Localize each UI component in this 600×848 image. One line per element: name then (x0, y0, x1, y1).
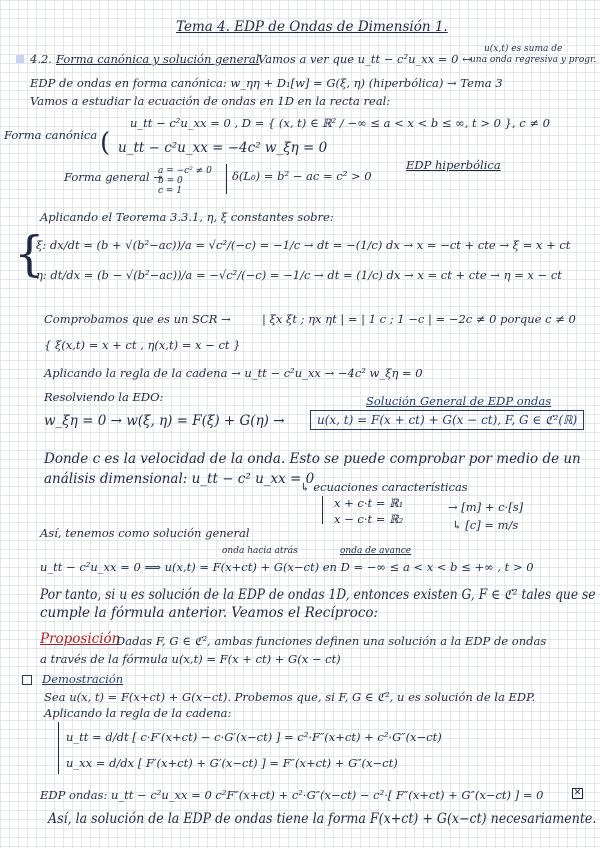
eta-characteristic: η: dt/dx = (b − √(b²−ac))/a = −√c²/(−c) = −1/c → dt = (1/c) dx → x = ct + cte → η = x − ct (36, 268, 562, 282)
char-bar (322, 496, 323, 524)
discriminant: δ(L₀) = b² − ac = c² > 0 (232, 169, 372, 183)
demonstration-line-1: Sea u(x, t) = F(x+ct) + G(x−ct). Probemos que, si F, G ∈ ℭ², u es solución de la EDP. (44, 690, 536, 704)
characteristic-1: x + c·t = ℝ₁ (334, 496, 404, 510)
qed-box: ✕ (573, 788, 582, 798)
edp-hyperbolic-label: EDP hiperbólica (406, 158, 501, 172)
section-intro: Vamos a ver que u_tt − c²u_xx = 0 ↔ (258, 52, 472, 66)
coef-b: b = 0 (158, 176, 183, 186)
jacobian: | ξx ξt ; ηx ηt | = | 1 c ; 1 −c | = −2c ≠ 0 porque c ≠ 0 (262, 312, 576, 326)
derivatives-bar (58, 722, 59, 774)
characteristic-2: x − c·t = ℝ₂ (334, 512, 404, 526)
canonical-brace: ( (100, 128, 111, 158)
speed-line-2: análisis dimensional: u_tt − c² u_xx = 0 (44, 471, 315, 487)
wave-equation-domain: u_tt − c²u_xx = 0 , D = { (x, t) ∈ ℝ² / −∞ ≤ a < x < b ≤ ∞, t > 0 }, c ≠ 0 (130, 116, 550, 130)
side-note-1: u(x,t) es suma de (484, 44, 563, 54)
therefore-line-2: cumple la fórmula anterior. Veamos el Recíproco: (40, 605, 379, 621)
canonical-equation: u_tt − c²u_xx = −4c² w_ξη = 0 (118, 140, 328, 156)
apply-theorem: Aplicando el Teorema 3.3.1, η, ξ constantes sobre: (40, 210, 334, 224)
general-solution-box: u(x, t) = F(x + ct) + G(x − ct), F, G ∈ ℭ²(ℝ) (310, 410, 584, 430)
section-heading: Forma canónica y solución general (56, 52, 260, 66)
solution-line: u_tt − c²u_xx = 0 ⟹ u(x,t) = F(x+ct) + G(x−ct) en D = −∞ ≤ a < x < b ≤ +∞ , t > 0 (40, 560, 534, 574)
demonstration-checkbox (22, 675, 32, 685)
proposition-text: Dadas F, G ∈ ℭ², ambas funciones definen una solución a la EDP de ondas (116, 634, 547, 648)
coef-bar (226, 164, 227, 194)
demonstration-line-2: Aplicando la regla de la cadena: (44, 706, 232, 720)
edp-verification: EDP ondas: u_tt − c²u_xx = 0 c²F″(x+ct) + c²·G″(x−ct) − c²·[ F″(x+ct) + G″(x−ct) ] = 0 (40, 788, 544, 802)
page-title: Tema 4. EDP de Ondas de Dimensión 1. (176, 19, 448, 35)
utt-derivation: u_tt = d/dt [ c·F′(x+ct) − c·G′(x−ct) ] = c²·F″(x+ct) + c²·G″(x−ct) (66, 730, 442, 744)
side-note-2: una onda regresiva y progr. (470, 55, 597, 65)
conclusion: Así, la solución de la EDP de ondas tiene la forma F(x+ct) + G(x−ct) necesariamente. (48, 811, 597, 827)
thus-general: Así, tenemos como solución general (40, 526, 250, 540)
general-form-label: Forma general → (64, 170, 163, 184)
proposition-label: Proposición (40, 631, 121, 647)
general-solution-label: Solución General de EDP ondas (366, 394, 552, 408)
new-coordinates: { ξ(x,t) = x + ct , η(x,t) = x − ct } (44, 338, 241, 352)
study-line: Vamos a estudiar la ecuación de ondas en 1D en la recta real: (30, 94, 391, 108)
wave-forward: onda de avance (340, 546, 412, 556)
chain-rule-line: Aplicando la regla de la cadena → u_tt − c²u_xx → −4c² w_ξη = 0 (44, 366, 423, 380)
proposition-text-2: a través de la fórmula u(x,t) = F(x + ct) + G(x − ct) (40, 652, 341, 666)
wave-backward: onda hacia atrás (222, 546, 298, 556)
coef-a: a = −c² ≠ 0 (158, 166, 212, 176)
solve-equation: w_ξη = 0 → w(ξ, η) = F(ξ) + G(η) → (44, 413, 285, 429)
canonical-form-label: Forma canónica (4, 128, 98, 142)
solving-label: Resolviendo la EDO: (44, 390, 164, 404)
xi-characteristic: ξ: dx/dt = (b + √(b²−ac))/a = √c²/(−c) = −1/c → dt = −(1/c) dx → x = −ct + cte → ξ = x + ct (36, 238, 571, 252)
canonical-edp-line: EDP de ondas en forma canónica: w_ηη + D₁[w] = G(ξ, η) (hiperbólica) → Tema 3 (30, 76, 503, 90)
units-1: → [m] + c·[s] (448, 500, 524, 514)
system-brace: { (14, 226, 45, 282)
demonstration-label: Demostración (42, 672, 124, 686)
therefore-line-1: Por tanto, si u es solución de la EDP de ondas 1D, entonces existen G, F ∈ ℭ² tales que se (40, 587, 596, 603)
units-2: ↳ [c] = m/s (452, 518, 519, 532)
characteristic-equations-label: ↳ ecuaciones características (300, 480, 468, 494)
speed-line-1: Donde c es la velocidad de la onda. Esto se puede comprobar por medio de un (44, 451, 581, 467)
uxx-derivation: u_xx = d/dx [ F′(x+ct) + G′(x−ct) ] = F″(x+ct) + G″(x−ct) (66, 756, 398, 770)
check-scr: Comprobamos que es un SCR → (44, 312, 231, 326)
coef-c: c = 1 (158, 186, 183, 196)
section-number: 4.2. (30, 52, 52, 66)
section-marker (16, 55, 24, 63)
